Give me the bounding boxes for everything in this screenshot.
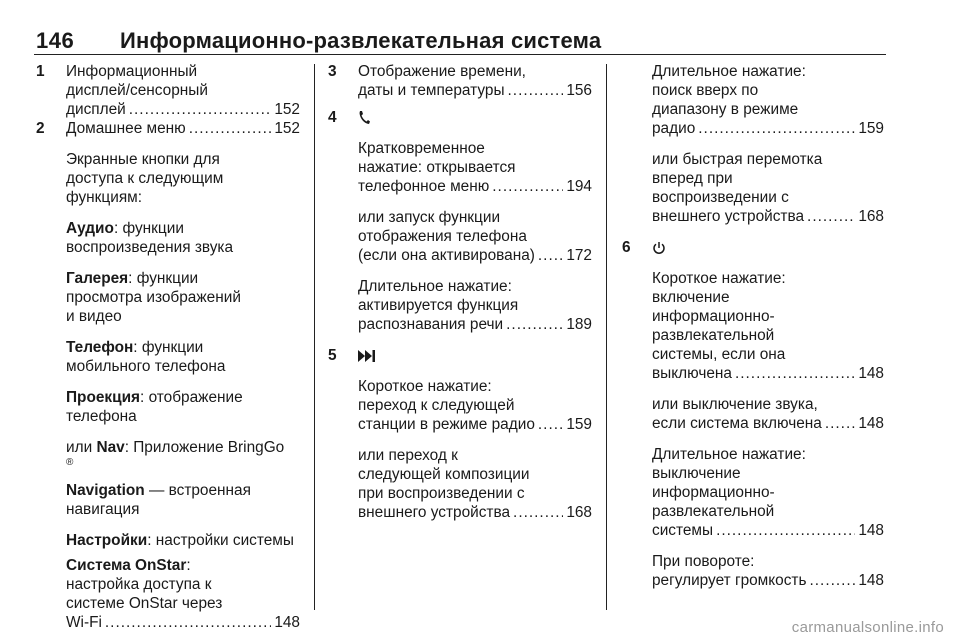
text-line: выключение [652,465,741,482]
leader-dots [189,119,272,138]
projection-label: Проекция [66,389,141,406]
text-line: развлекательной [652,327,775,344]
entry-text: телефонное меню [358,178,490,195]
leader-dots [538,246,563,265]
text-line: телефона [66,408,137,425]
text-line: отображения телефона [358,228,527,245]
entry-text: дисплей [66,101,126,118]
watermark: carmanualsonline.info [791,619,944,636]
page-reference-link[interactable]: 152 [274,101,300,118]
text-fragment: : Приложение BringGo [124,439,285,456]
next-track-icon [358,346,376,365]
entry-text: станции в режиме радио [358,416,535,433]
text-line: Отображение времени, [358,63,526,80]
text-line: Информационный [66,63,198,80]
entry-number: 5 [328,347,337,364]
text-line: При повороте: [652,553,755,570]
text-line: воспроизведения звука [66,239,234,256]
text-line: и видео [66,308,122,325]
page-title: Информационно-развлекательная система [120,28,602,53]
entry-number: 1 [36,63,45,80]
entry-text: выключена [652,365,732,382]
entry-text: даты и температуры [358,82,505,99]
text-line: системе OnStar через [66,595,223,612]
text-line: дисплей/сенсорный [66,82,208,99]
registered-mark: ® [66,457,74,468]
entry-text: Домашнее меню [66,120,186,137]
entry-5 [328,346,592,522]
phone-icon [358,108,370,127]
page-reference-link[interactable]: 159 [858,120,884,137]
entry-3 [328,62,592,100]
text-line: развлекательной [652,503,775,520]
gallery-label: Галерея [66,270,129,287]
entry-4 [328,108,592,334]
text-fragment: : отображение [140,389,243,406]
text-line: следующей композиции [358,466,530,483]
text-line: настройка доступа к [66,576,212,593]
text-line: доступа к следующим [66,170,224,187]
power-icon [652,238,666,257]
text-fragment: : настройки системы [147,532,294,549]
index-line [358,315,592,334]
index-line [652,521,884,540]
index-line [358,246,592,265]
text-line: навигация [66,501,140,518]
page-reference-link[interactable]: 148 [858,365,884,382]
entry-text: внешнего устройства [358,504,511,521]
text-line: Длительное нажатие: [652,63,806,80]
text-line: просмотра изображений [66,289,241,306]
text-line: или запуск функции [358,209,501,226]
text-fragment: : функции [128,270,199,287]
entry-text: Wi-Fi [66,614,102,631]
page-reference-link[interactable]: 189 [566,316,592,333]
index-line [66,100,300,119]
index-line [652,119,884,138]
text-line: информационно- [652,484,775,501]
page-reference-link[interactable]: 194 [566,178,592,195]
text-line: системы, если она [652,346,786,363]
text-line: функциям: [66,189,143,206]
entry-5-continued [622,62,884,226]
index-line [652,364,884,383]
page-reference-link[interactable]: 168 [858,208,884,225]
entry-number: 2 [36,120,45,137]
leader-dots [506,315,563,334]
text-line: или переход к [358,447,458,464]
text-line [66,481,300,500]
phone-label: Телефон [66,339,134,356]
header-rule [34,54,886,55]
entry-2 [36,119,300,632]
settings-label: Настройки [66,532,148,549]
text-line: активируется функция [358,297,519,314]
text-fragment: или [66,439,97,456]
text-line: Экранные кнопки для [66,151,220,168]
text-line: или быстрая перемотка [652,151,823,168]
text-line: Короткое нажатие: [358,378,492,395]
page-reference-link[interactable]: 148 [858,522,884,539]
text-line: поиск вверх по [652,82,759,99]
page-reference-link[interactable]: 156 [566,82,592,99]
entry-text: системы [652,522,714,539]
leader-dots [105,613,271,632]
leader-dots [807,207,855,226]
page-reference-link[interactable]: 148 [858,572,884,589]
page-number: 146 [36,28,75,53]
leader-dots [492,177,563,196]
navigation-label: Navigation [66,482,145,499]
text-line: Кратковременное [358,140,485,157]
leader-dots [508,81,564,100]
index-line [66,119,300,138]
index-line [652,414,884,433]
audio-label: Аудио [66,220,114,237]
text-line: переход к следующей [358,397,515,414]
leader-dots [538,415,563,434]
page-reference-link[interactable]: 148 [274,614,300,631]
text-line [66,556,300,575]
entry-number: 4 [328,109,337,126]
nav-label: Nav [96,439,125,456]
text-fragment: : функции [133,339,204,356]
text-line [66,338,300,357]
entry-number: 3 [328,63,337,80]
text-line: Длительное нажатие: [652,446,806,463]
leader-dots [735,364,855,383]
text-line: нажатие: открывается [358,159,516,176]
text-line: информационно- [652,308,775,325]
text-line [66,269,300,288]
entry-text: внешнего устройства [652,208,805,225]
entry-text: если система включена [652,415,822,432]
entry-text: (если она активирована) [358,247,535,264]
leader-dots [698,119,855,138]
text-fragment: : функции [113,220,184,237]
text-line: при воспроизведении с [358,485,525,502]
text-line [66,531,300,550]
text-line: или выключение звука, [652,396,818,413]
page-reference-link[interactable]: 168 [566,504,592,521]
entry-text: радио [652,120,696,137]
index-line [358,81,592,100]
text-line [66,219,300,238]
index-line [652,571,884,590]
text-line: вперед при [652,170,733,187]
column-1 [36,62,300,632]
text-fragment: — встроенная [144,482,251,499]
text-line: Длительное нажатие: [358,278,512,295]
index-line [652,207,884,226]
text-line: мобильного телефона [66,358,226,375]
entry-text: распознавания речи [358,316,504,333]
leader-dots [716,521,855,540]
leader-dots [810,571,856,590]
index-line [358,177,592,196]
column-rule-1 [314,64,315,610]
page-reference-link[interactable]: 152 [274,120,300,137]
text-line: диапазону в режиме [652,101,799,118]
onstar-label: Система OnStar [66,557,187,574]
column-rule-2 [606,64,607,610]
entry-number: 6 [622,239,631,256]
page-reference-link[interactable]: 148 [858,415,884,432]
page-reference-link[interactable]: 159 [566,416,592,433]
text-line: включение [652,289,730,306]
leader-dots [825,414,855,433]
entry-6 [622,238,884,590]
entry-text: регулирует громкость [652,572,807,589]
column-3 [622,62,884,590]
leader-dots [513,503,563,522]
text-line: воспроизведении с [652,189,789,206]
text-line [66,388,300,407]
entry-1 [36,62,300,119]
text-fragment: : [186,557,191,574]
text-line: Короткое нажатие: [652,270,786,287]
index-line [358,415,592,434]
text-line [66,438,300,457]
index-line [66,613,300,632]
leader-dots [129,100,272,119]
page-reference-link[interactable]: 172 [566,247,592,264]
index-line [358,503,592,522]
column-2 [328,62,592,522]
